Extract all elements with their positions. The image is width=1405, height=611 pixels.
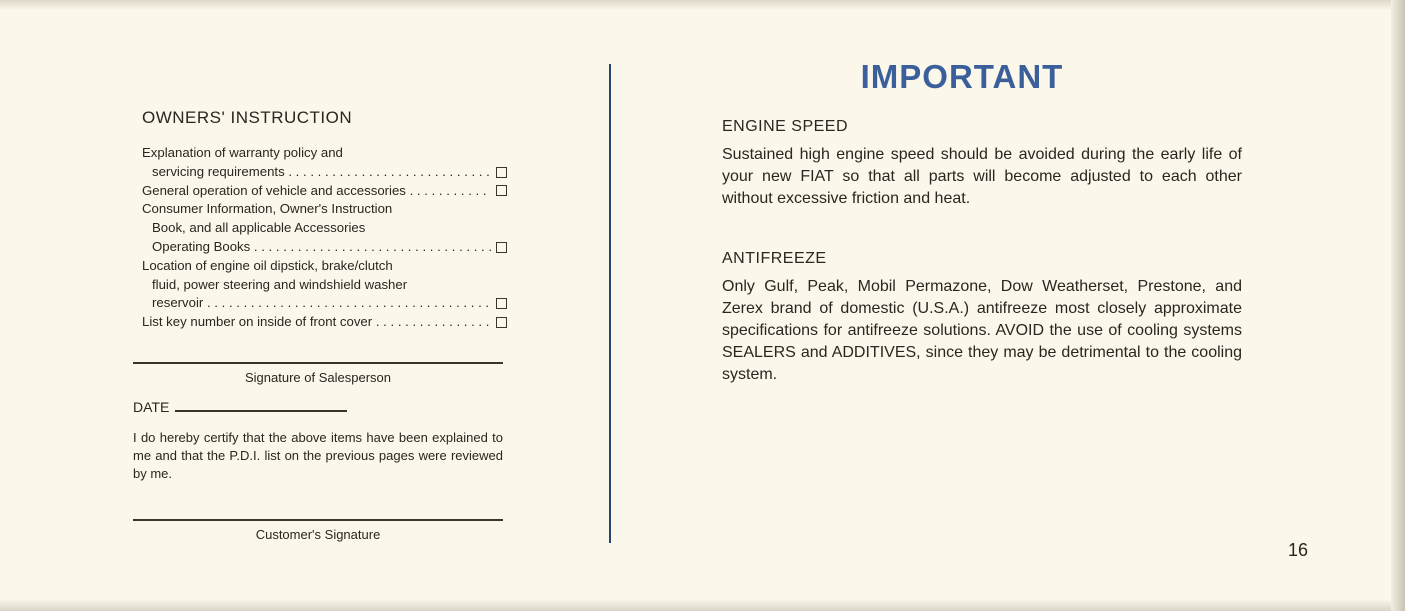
important-section (722, 58, 1242, 386)
page-shadow-bottom (0, 599, 1405, 611)
page-spine-edge (1391, 0, 1405, 611)
item-text: Operating Books . . . (142, 238, 491, 257)
antifreeze-heading: ANTIFREEZE (722, 250, 827, 267)
item-text: fluid, power steering and windshield washer (152, 276, 408, 292)
owners-instruction-section (133, 100, 513, 542)
checkbox[interactable] (496, 185, 507, 196)
item-text: General operation of vehicle and accessories . . . (142, 182, 491, 201)
checkbox[interactable] (496, 298, 507, 309)
checklist-item-consumer-info (142, 200, 513, 256)
salesperson-signature-caption: Signature of Salesperson (245, 369, 391, 385)
engine-speed-text: Sustained high engine speed should be avoided during the early life of your new FIAT so that all parts will become adjusted to each other without excessive friction and heat. (722, 146, 1242, 207)
item-text: Location of engine oil dipstick, brake/clutch (142, 257, 393, 273)
date-label: DATE (133, 398, 170, 415)
item-text: reservoir . . . (142, 294, 491, 313)
item-text: List key number on inside of front cover . . . (142, 313, 491, 332)
checklist-item-general-operation (142, 182, 513, 201)
center-divider (609, 64, 611, 543)
item-text: Book, and all applicable Accessories (152, 220, 366, 236)
item-text: servicing requirements . . . (142, 163, 491, 182)
customer-signature-line[interactable] (133, 519, 503, 521)
salesperson-signature-line[interactable] (133, 362, 503, 364)
checkbox[interactable] (496, 317, 507, 328)
important-title: IMPORTANT (860, 58, 1064, 95)
checklist (142, 144, 513, 332)
certification-text: I do hereby certify that the above items have been explained to me and that the P.D.I. list on the previous pages were reviewed by me. (133, 429, 503, 481)
date-field-line[interactable] (175, 410, 347, 412)
checkbox[interactable] (496, 242, 507, 253)
checklist-item-key-number (142, 313, 513, 332)
date-row (133, 399, 513, 415)
antifreeze-text: Only Gulf, Peak, Mobil Permazone, Dow Weatherset, Prestone, and Zerex brand of domestic (U.S.A.) antifreeze most closely approximate specifications for antifreeze solutions. AVOID the use of cooling systems SEALERS and ADDITIVES, since they may be detrimental to the cooling system. (722, 278, 1242, 383)
checklist-item-fluid-locations (142, 257, 513, 313)
page-shadow-top (0, 0, 1405, 10)
customer-signature-caption: Customer's Signature (255, 526, 381, 542)
section-heading: OWNERS' INSTRUCTION (142, 108, 353, 127)
item-text: Consumer Information, Owner's Instruction (142, 201, 393, 217)
engine-speed-heading: ENGINE SPEED (722, 118, 849, 135)
page-number: 16 (1288, 540, 1309, 560)
item-text: Explanation of warranty policy and (142, 145, 343, 160)
checklist-item-warranty (142, 144, 513, 182)
checkbox[interactable] (496, 167, 507, 178)
